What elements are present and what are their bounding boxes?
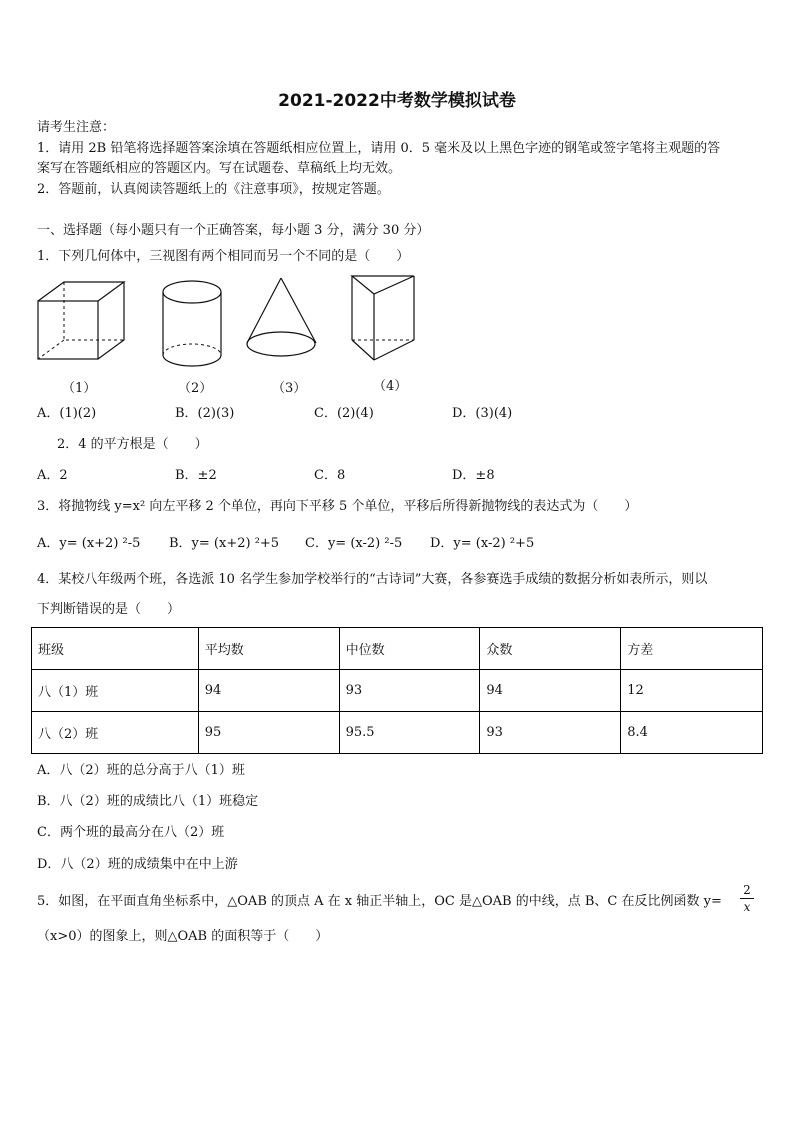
table-row: [32, 712, 763, 754]
fraction-2-over-x: [740, 883, 754, 914]
q1-option-c[interactable]: C．(2)(4): [314, 406, 374, 421]
figure-label-3: （3）: [272, 381, 307, 396]
table-cell: 93: [480, 712, 621, 754]
q3-option-d[interactable]: D．y= (x-2) ²+5: [430, 536, 535, 551]
table-cell: 95.5: [339, 712, 480, 754]
table-header-row: [32, 628, 763, 670]
q4-option-c[interactable]: C．两个班的最高分在八（2）班: [37, 825, 225, 840]
figure-label-1: （1）: [62, 381, 97, 396]
table-cell: 八（2）班: [32, 712, 199, 754]
table-header-cell: 方差: [621, 628, 763, 670]
table-cell: 95: [198, 712, 339, 754]
q4-option-a[interactable]: A．八（2）班的总分高于八（1）班: [37, 763, 245, 778]
q1-stem: 1．下列几何体中，三视图有两个相同而另一个不同的是（ ）: [37, 249, 410, 264]
q5-stem-line-1: 5．如图，在平面直角坐标系中，△OAB 的顶点 A 在 x 轴正半轴上，OC 是△OAB 的中线，点 B、C 在反比例函数 y=: [37, 894, 722, 909]
cylinder-figure: [160, 278, 226, 370]
score-table: [31, 627, 763, 754]
q2-option-a[interactable]: A．2: [37, 468, 68, 483]
q2-option-d[interactable]: D．±8: [452, 468, 495, 483]
q5-stem-line-2: （x>0）的图象上，则△OAB 的面积等于（ ）: [37, 929, 329, 944]
figure-label-4: （4）: [373, 379, 408, 394]
table-header-cell: 众数: [480, 628, 621, 670]
cone-figure: [244, 276, 320, 362]
table-header-cell: 中位数: [339, 628, 480, 670]
q2-stem: 2．4 的平方根是（ ）: [57, 437, 208, 452]
fraction-denominator: x: [743, 900, 751, 914]
q1-option-d[interactable]: D．(3)(4): [452, 406, 513, 421]
table-row: [32, 670, 763, 712]
q3-stem: 3．将抛物线 y=x² 向左平移 2 个单位，再向下平移 5 个单位，平移后所得新抛物线的表达式为（ ）: [37, 499, 638, 514]
table-cell: 12: [621, 670, 763, 712]
fraction-numerator: 2: [743, 883, 751, 897]
q2-option-b[interactable]: B．±2: [175, 468, 217, 483]
q4-stem-line-1: 4．某校八年级两个班，各选派 10 名学生参加学校举行的“古诗词”大赛，各参赛选手成绩的数据分析如表所示，则以: [37, 572, 708, 587]
q3-option-c[interactable]: C．y= (x-2) ²-5: [305, 536, 403, 551]
table-header-cell: 平均数: [198, 628, 339, 670]
q1-option-b[interactable]: B．(2)(3): [175, 406, 235, 421]
q4-option-d[interactable]: D．八（2）班的成绩集中在中上游: [37, 857, 238, 872]
prism-figure: [348, 274, 420, 364]
q4-option-b[interactable]: B．八（2）班的成绩比八（1）班稳定: [37, 794, 259, 809]
cube-figure: [36, 280, 128, 362]
table-header-cell: 班级: [32, 628, 199, 670]
notice-line-2: 2．答题前，认真阅读答题纸上的《注意事项》，按规定答题。: [37, 182, 390, 197]
q1-option-a[interactable]: A．(1)(2): [37, 406, 97, 421]
q2-option-c[interactable]: C．8: [314, 468, 346, 483]
section-heading: 一、选择题（每小题只有一个正确答案，每小题 3 分，满分 30 分）: [37, 223, 430, 238]
figure-label-2: （2）: [178, 381, 213, 396]
table-cell: 93: [339, 670, 480, 712]
exam-title: 2021-2022中考数学模拟试卷: [278, 91, 516, 111]
q4-stem-line-2: 下判断错误的是（ ）: [37, 602, 181, 617]
q3-option-a[interactable]: A．y= (x+2) ²-5: [37, 536, 141, 551]
table-cell: 八（1）班: [32, 670, 199, 712]
notice-heading: 请考生注意：: [37, 120, 116, 135]
table-cell: 94: [198, 670, 339, 712]
table-cell: 8.4: [621, 712, 763, 754]
q3-option-b[interactable]: B．y= (x+2) ²+5: [169, 536, 280, 551]
notice-line-1a: 1．请用 2B 铅笔将选择题答案涂填在答题纸相应位置上，请用 0．5 毫米及以上黑色字迹的钢笔或签字笔将主观题的答: [37, 141, 721, 156]
table-cell: 94: [480, 670, 621, 712]
notice-line-1b: 案写在答题纸相应的答题区内。写在试题卷、草稿纸上均无效。: [37, 161, 402, 176]
